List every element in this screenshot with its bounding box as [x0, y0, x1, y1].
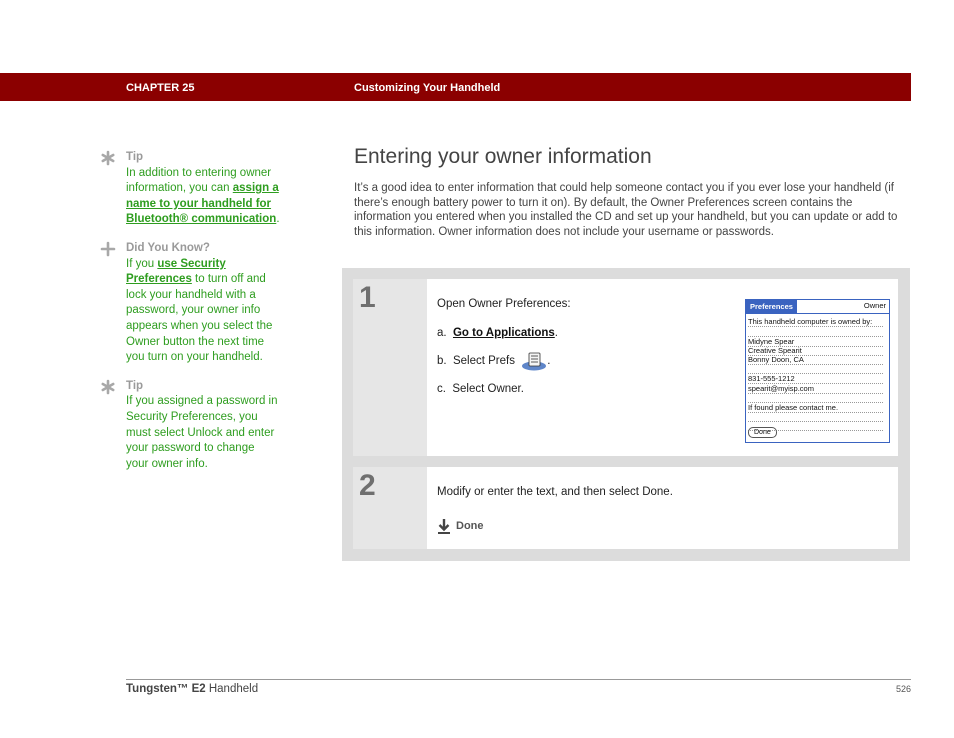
plus-icon: [100, 241, 116, 257]
footer-product: [126, 683, 258, 695]
step-1-item-c: [437, 383, 524, 395]
chapter-header-bar: [0, 73, 911, 101]
owner-line: If found please contact me.: [748, 403, 883, 413]
owner-preferences-screenshot: [745, 299, 890, 443]
tip-title: Tip: [126, 151, 144, 163]
owner-line: spearit@myisp.com: [748, 384, 883, 394]
done-indicator: [437, 518, 484, 534]
asterisk-tip-icon: [100, 150, 116, 166]
step-1-item-a: [437, 327, 558, 339]
page-title: Entering your owner information: [354, 145, 652, 168]
tip-body: If you assigned a password in Security Preferences, you must select Unlock and enter your password to change your owner info.: [126, 395, 278, 470]
step-1: [353, 279, 898, 456]
owner-line: [748, 393, 883, 403]
owner-line: 831-555-1212: [748, 374, 883, 384]
screen-title-bar: [746, 300, 889, 314]
tip-text-end: .: [276, 213, 280, 226]
assign-name-link[interactable]: assign a name to your handheld for Bluetooth® communication: [126, 182, 279, 226]
step-number-column: [353, 467, 427, 549]
step-2: [353, 467, 898, 549]
footer-product-name: Tungsten™ E2: [126, 683, 206, 695]
did-you-know-note: [100, 241, 280, 366]
tip-note-2: [100, 379, 280, 473]
done-label: Done: [456, 519, 484, 532]
did-you-know-text: If you: [126, 257, 158, 270]
tip-title: Tip: [126, 379, 144, 392]
owner-category: Owner: [863, 301, 886, 310]
owner-line: This handheld computer is owned by:: [748, 317, 883, 327]
owner-line: [748, 327, 883, 337]
owner-line: [748, 364, 883, 374]
footer-divider: [126, 679, 911, 680]
asterisk-tip-icon: [100, 379, 116, 395]
item-a-prefix: a.: [437, 327, 447, 339]
step-number: 1: [359, 281, 376, 314]
sidebar-notes: [100, 150, 280, 485]
footer-product-suffix: Handheld: [205, 683, 259, 695]
did-you-know-text-end: to turn off and lock your handheld with a password, your owner info appears when you select the Owner button the next time you turn on your handheld.: [126, 273, 273, 364]
go-to-applications-link[interactable]: Go to Applications: [452, 327, 555, 339]
step-2-instruction: Modify or enter the text, and then select Done.: [437, 486, 673, 498]
tip-text: In addition to entering owner information, you can: [126, 166, 272, 195]
step-number-column: [353, 279, 427, 456]
item-b-prefix: b.: [437, 355, 447, 368]
page-number: 526: [895, 684, 911, 694]
step-1-item-b: [437, 351, 550, 371]
step-1-content: [437, 279, 897, 456]
tip-body: [126, 166, 280, 228]
chapter-number: CHAPTER 25: [126, 82, 195, 94]
owner-line: Creative Spearit: [748, 346, 883, 356]
screen-done-button: Done: [748, 427, 777, 438]
security-preferences-link[interactable]: use Security Preferences: [126, 257, 226, 286]
preferences-tab: Preferences: [746, 300, 797, 313]
tip-note-1: [100, 150, 280, 228]
intro-paragraph: It’s a good idea to enter information that could help someone contact you if you ever lose your handheld (if there’s enough battery power to turn it on). By default, the Owner Preferences screen contains the information you entered when you installed the CD and set up your handheld, but you can update or add to this information. Owner information does not include your username or passwords.: [354, 182, 898, 238]
item-c-text: Select Owner.: [452, 383, 524, 395]
step-2-content: [437, 467, 897, 549]
item-c-prefix: c.: [437, 383, 446, 395]
steps-panel: [342, 268, 910, 561]
did-you-know-title: Did You Know?: [126, 241, 210, 254]
owner-line: Midyne Spear: [748, 337, 883, 347]
item-a-suffix: .: [554, 327, 558, 339]
item-b-text: Select Prefs: [452, 355, 515, 368]
prefs-app-icon: [521, 351, 547, 371]
step-1-intro: Open Owner Preferences:: [437, 298, 571, 310]
item-b-suffix: .: [547, 355, 551, 368]
did-you-know-body: [126, 257, 280, 366]
owner-line: Bonny Doon, CA: [748, 355, 883, 365]
chapter-title: Customizing Your Handheld: [354, 82, 501, 94]
down-arrow-done-icon: [437, 518, 451, 534]
step-number: 2: [359, 469, 376, 502]
